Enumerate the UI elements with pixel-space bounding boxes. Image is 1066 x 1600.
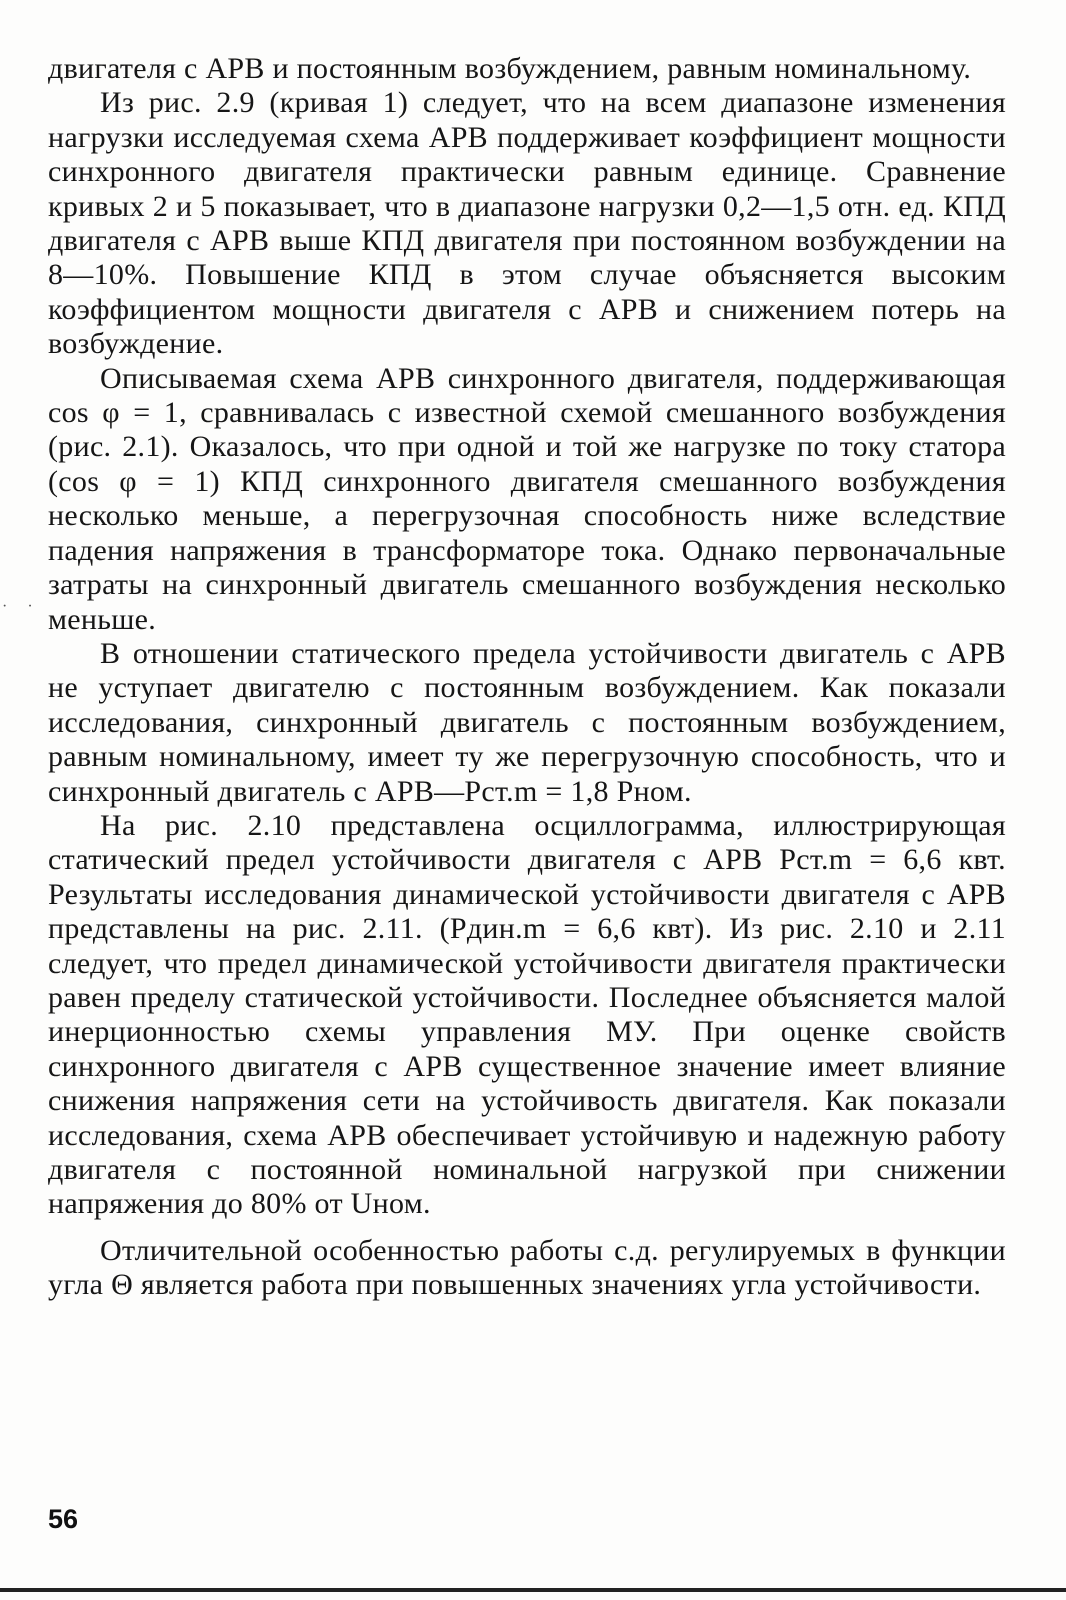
paragraph-continuation: двигателя с АРВ и постоянным возбуждением, равным номинальному. (48, 52, 972, 85)
paragraph-fig-2-9: Из рис. 2.9 (кривая 1) следует, что на всем диапазоне изменения нагрузки исследуемая схема АРВ поддерживает коэффициент мощности синхронного двигателя практически равным единице. Сравнение кривых 2 и 5 показывает, что в диапазоне нагрузки 0,2—1,5 отн. ед. КПД двигателя с АРВ выше КПД двигателя при постоянном возбуждении на 8—10%. Повышение КПД в этом случае объясняется высоким коэффициентом мощности двигателя с АРВ и снижением потерь на возбуждение. (48, 86, 1006, 361)
page-number: 56 (48, 1504, 79, 1534)
bottom-edge-line (0, 1588, 1066, 1592)
body-text (48, 52, 1006, 1303)
paragraph-dynamic-stability: На рис. 2.10 представлена осциллограмма, иллюстрирующая статический предел устойчивости двигателя с АРВ Pст.m = 6,6 квт. Результаты исследования динамической устойчивости двигателя с АРВ представлены на рис. 2.11. (Pдин.m = 6,6 квт). Из рис. 2.10 и 2.11 следует, что предел динамической устойчивости двигателя практически равен пределу статической устойчивости. Последнее объясняется малой инерционностью схемы управления МУ. При оценке свойств синхронного двигателя с АРВ существенное значение имеет влияние снижения напряжения сети на устойчивость двигателя. Как показали исследования, схема АРВ обеспечивает устойчивую и надежную работу двигателя с постоянной номинальной нагрузкой при снижении напряжения до 80% от Uном. (48, 808, 1006, 1221)
paragraph-mixed-excitation: Описываемая схема АРВ синхронного двигателя, поддерживающая cos φ = 1, сравнивалась с известной схемой смешанного возбуждения (рис. 2.1). Оказалось, что при одной и той же нагрузке по току статора (cos φ = 1) КПД синхронного двигателя смешанного возбуждения несколько меньше, а перегрузочная способность ниже вследствие падения напряжения в трансформаторе тока. Однако первоначальные затраты на синхронный двигатель смешанного возбуждения несколько меньше. (48, 361, 1006, 636)
margin-specks: · · (2, 598, 41, 615)
paragraph-angle-regulation: Отличительной особенностью работы с.д. регулируемых в функции угла Θ является работа при повышенных значениях угла устойчивости. (48, 1233, 1006, 1302)
paragraph-static-stability: В отношении статического предела устойчивости двигатель с АРВ не уступает двигателю с постоянным возбуждением. Как показали исследования, синхронный двигатель с постоянным возбуждением, равным номинальному, имеет ту же перегрузочную способность, что и синхронный двигатель с АРВ—Pст.m = 1,8 Pном. (48, 636, 1006, 808)
